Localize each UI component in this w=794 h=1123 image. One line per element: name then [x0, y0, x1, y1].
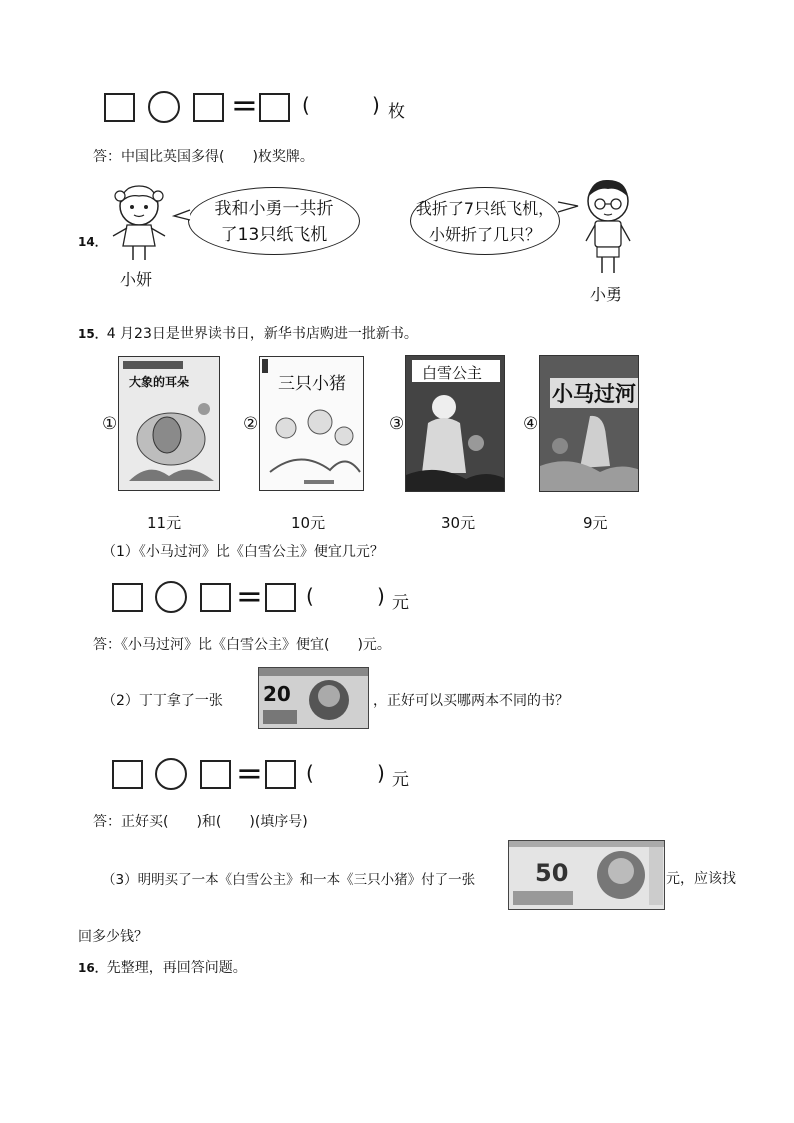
q16-number — [78, 957, 247, 977]
bill-50-value: 50 — [535, 859, 569, 887]
close-paren: ) — [372, 93, 380, 117]
q15-sub1: （1）《小马过河》比《白雪公主》便宜几元？ — [102, 544, 384, 560]
book-3-cover — [405, 355, 505, 492]
operator-circle[interactable] — [155, 758, 187, 790]
operator-circle[interactable] — [155, 581, 187, 613]
answer-box-3[interactable] — [265, 583, 296, 612]
q14-number: 14． — [78, 235, 107, 249]
boy-speech-line-1: 我折了7只纸飞机， — [415, 199, 555, 218]
girl-illustration — [103, 180, 175, 266]
open-paren: ( — [306, 584, 314, 608]
book-4-index: ④ — [523, 414, 539, 434]
boy-illustration — [580, 175, 636, 279]
book-2-title: 三只小猪 — [278, 374, 346, 394]
equals-sign: = — [236, 577, 263, 615]
equation-unit: 枚 — [388, 102, 405, 122]
equals-sign: = — [231, 86, 258, 124]
equals-sign: = — [236, 754, 263, 792]
girl-name: 小妍 — [120, 270, 153, 289]
book-4-cover — [539, 355, 639, 492]
answer-box-2[interactable] — [200, 760, 231, 789]
answer-box-3[interactable] — [265, 760, 296, 789]
girl-speech-line-1: 我和小勇一共折 — [214, 199, 334, 219]
book-3-index: ③ — [389, 414, 405, 434]
q15-sub3-prefix: （3）明明买了一本《白雪公主》和一本《三只小猪》付了一张 — [102, 872, 476, 888]
boy-bubble-tail — [556, 200, 580, 214]
q16-stem: 先整理，再回答问题。 — [106, 960, 247, 976]
q15-sub2-suffix: ，正好可以买哪两本不同的书？ — [373, 693, 569, 709]
q15-sub3-line2: 回多少钱？ — [78, 929, 148, 945]
book-2-price: 10元 — [291, 514, 326, 532]
operator-circle[interactable] — [148, 91, 180, 123]
book-2-cover — [259, 356, 364, 491]
q15-sub3-suffix: 元，应该找 — [666, 871, 736, 887]
girl-speech-line-2: 了13只纸飞机 — [220, 225, 328, 245]
open-paren: ( — [306, 761, 314, 785]
q15-stem: 4 月23日是世界读书日，新华书店购进一批新书。 — [106, 326, 418, 342]
book-1-title: 大象的耳朵 — [129, 375, 190, 389]
equation-unit: 元 — [392, 593, 409, 613]
open-paren: ( — [302, 93, 310, 117]
book-1-cover — [118, 356, 220, 491]
answer-box-1[interactable] — [104, 93, 135, 122]
answer-box-1[interactable] — [112, 583, 143, 612]
answer-box-2[interactable] — [200, 583, 231, 612]
q15-sub2-prefix: （2）丁丁拿了一张 — [102, 693, 223, 709]
boy-speech-bubble — [410, 187, 560, 255]
girl-bubble-tail — [172, 208, 192, 222]
answer-box-1[interactable] — [112, 760, 143, 789]
book-1-index: ① — [102, 414, 118, 434]
bill-20-value: 20 — [263, 682, 291, 706]
rmb-50-banknote — [508, 840, 665, 910]
book-4-price: 9元 — [583, 514, 608, 532]
book-4-title: 小马过河 — [550, 378, 638, 408]
book-3-title: 白雪公主 — [422, 364, 483, 382]
q15-sub2-answer: 答：正好买( )和( )(填序号) — [93, 814, 308, 830]
close-paren: ) — [377, 584, 385, 608]
book-3-price: 30元 — [441, 514, 476, 532]
q16-number-label: 16． — [78, 961, 107, 975]
q15-number — [78, 323, 418, 343]
book-2-index: ② — [243, 414, 259, 434]
book-1-price: 11元 — [147, 514, 182, 532]
q13-answer: 答：中国比英国多得( )枚奖牌。 — [93, 149, 314, 165]
rmb-20-banknote — [258, 667, 369, 729]
girl-speech-bubble — [188, 187, 360, 255]
boy-name: 小勇 — [590, 285, 623, 304]
answer-box-2[interactable] — [193, 93, 224, 122]
q15-sub1-answer: 答：《小马过河》比《白雪公主》便宜( )元。 — [93, 637, 391, 653]
answer-box-3[interactable] — [259, 93, 290, 122]
close-paren: ) — [377, 761, 385, 785]
equation-unit: 元 — [392, 770, 409, 790]
q15-number-label: 15． — [78, 327, 107, 341]
boy-speech-line-2: 小妍折了几只？ — [428, 225, 541, 244]
